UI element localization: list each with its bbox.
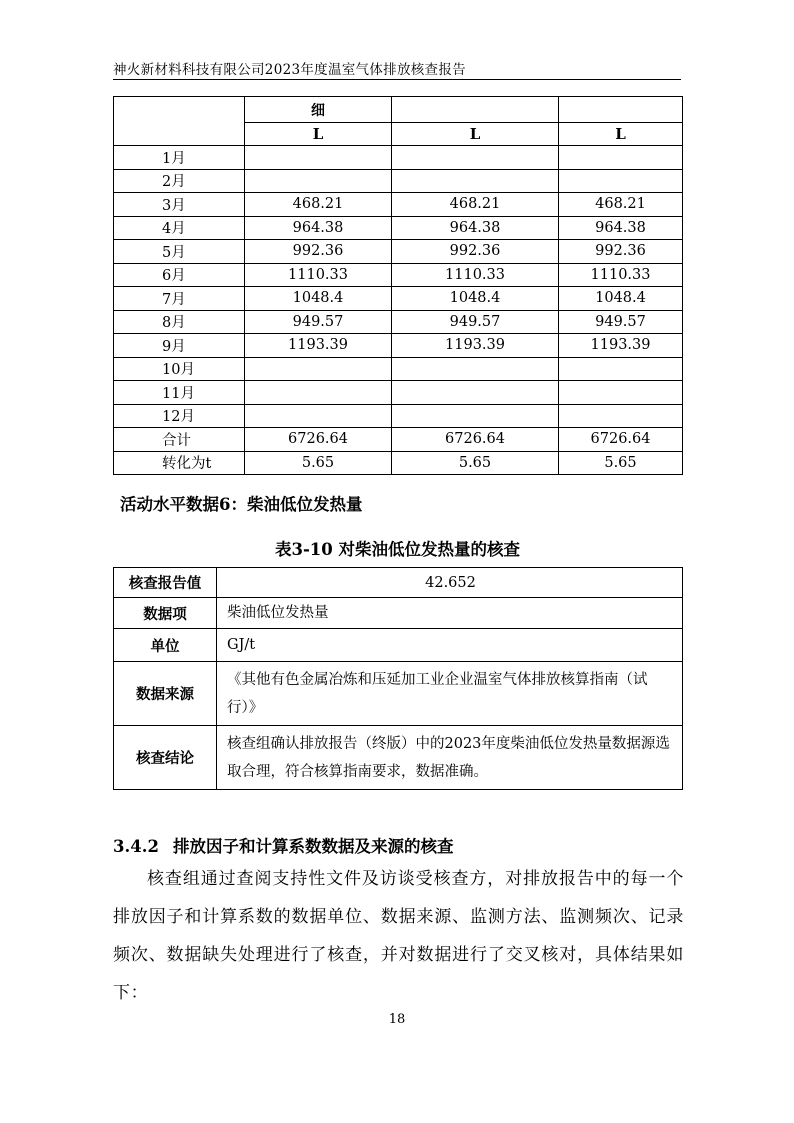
month-cell: 1月	[114, 146, 245, 170]
column-header-top: 细	[245, 97, 392, 123]
table-row	[114, 357, 683, 381]
value-cell: 1193.39	[245, 334, 392, 358]
table-row	[114, 169, 683, 193]
value-cell	[392, 357, 559, 381]
verification-value: 42.652	[217, 568, 683, 598]
section-number: 3.4.2	[113, 837, 159, 856]
value-cell: 5.65	[245, 451, 392, 475]
page-number: 18	[388, 1012, 406, 1027]
section-heading	[113, 833, 454, 857]
value-cell	[392, 404, 559, 428]
value-cell: 468.21	[245, 193, 392, 217]
value-cell	[392, 146, 559, 170]
month-cell: 7月	[114, 287, 245, 311]
verification-table	[113, 567, 683, 790]
value-cell: 1048.4	[245, 287, 392, 311]
column-header-unit: L	[559, 123, 683, 146]
verification-key: 单位	[114, 629, 217, 662]
column-header-unit: L	[245, 123, 392, 146]
table-row	[114, 428, 683, 452]
value-cell: 468.21	[559, 193, 683, 217]
value-cell: 1110.33	[392, 263, 559, 287]
value-cell: 5.65	[559, 451, 683, 475]
value-cell	[559, 146, 683, 170]
value-cell	[559, 169, 683, 193]
verification-value: 核查组确认排放报告（终版）中的2023年度柴油低位发热量数据源选取合理，符合核算指南要求，数据准确。	[217, 726, 683, 790]
month-cell: 5月	[114, 240, 245, 264]
verification-value: GJ/t	[217, 629, 683, 662]
table-row	[114, 146, 683, 170]
month-cell: 2月	[114, 169, 245, 193]
value-cell	[245, 169, 392, 193]
value-cell: 964.38	[559, 216, 683, 240]
value-cell	[245, 357, 392, 381]
value-cell	[245, 381, 392, 405]
value-cell: 1048.4	[559, 287, 683, 311]
value-cell: 964.38	[392, 216, 559, 240]
value-cell: 1110.33	[245, 263, 392, 287]
value-cell: 1193.39	[392, 334, 559, 358]
month-cell: 合计	[114, 428, 245, 452]
verification-value: 《其他有色金属冶炼和压延加工业企业温室气体排放核算指南（试行）》	[217, 662, 683, 726]
value-cell: 5.65	[392, 451, 559, 475]
table-row	[114, 216, 683, 240]
value-cell: 1193.39	[559, 334, 683, 358]
header-rule	[113, 79, 681, 80]
value-cell: 992.36	[245, 240, 392, 264]
table-row	[114, 240, 683, 264]
month-cell: 转化为t	[114, 451, 245, 475]
value-cell: 964.38	[245, 216, 392, 240]
value-cell	[559, 381, 683, 405]
month-cell: 3月	[114, 193, 245, 217]
table-row	[114, 334, 683, 358]
table-row	[114, 287, 683, 311]
section-title: 排放因子和计算系数数据及来源的核查	[173, 837, 454, 856]
table-row	[114, 381, 683, 405]
value-cell: 1110.33	[559, 263, 683, 287]
column-header-top	[559, 97, 683, 123]
value-cell	[245, 404, 392, 428]
table-row	[114, 193, 683, 217]
value-cell: 468.21	[392, 193, 559, 217]
table-row	[114, 404, 683, 428]
table-row	[114, 451, 683, 475]
month-cell: 11月	[114, 381, 245, 405]
column-header-unit: L	[392, 123, 559, 146]
value-cell	[559, 404, 683, 428]
body-paragraph: 核查组通过查阅支持性文件及访谈受核查方，对排放报告中的每一个排放因子和计算系数的数据单位、数据来源、监测方法、监测频次、记录频次、数据缺失处理进行了核查，并对数据进行了交叉核对，具体结果如下：	[113, 869, 684, 1003]
value-cell	[245, 146, 392, 170]
value-cell	[559, 357, 683, 381]
value-cell: 6726.64	[559, 428, 683, 452]
table-row	[114, 263, 683, 287]
value-cell: 6726.64	[392, 428, 559, 452]
month-cell: 9月	[114, 334, 245, 358]
value-cell	[392, 169, 559, 193]
month-cell: 6月	[114, 263, 245, 287]
verification-key: 核查报告值	[114, 568, 217, 598]
value-cell: 949.57	[392, 310, 559, 334]
month-cell: 8月	[114, 310, 245, 334]
value-cell: 949.57	[245, 310, 392, 334]
value-cell: 1048.4	[392, 287, 559, 311]
table-row	[114, 310, 683, 334]
table-caption: 表3-10 对柴油低位发热量的核查	[274, 540, 521, 559]
month-cell: 12月	[114, 404, 245, 428]
verification-key: 数据来源	[114, 662, 217, 726]
value-cell: 6726.64	[245, 428, 392, 452]
value-cell: 992.36	[392, 240, 559, 264]
activity-data-label: 活动水平数据6：柴油低位发热量	[120, 495, 363, 514]
month-cell: 10月	[114, 357, 245, 381]
monthly-consumption-table	[113, 96, 683, 475]
value-cell: 992.36	[559, 240, 683, 264]
verification-key: 核查结论	[114, 726, 217, 790]
verification-value: 柴油低位发热量	[217, 598, 683, 629]
value-cell: 949.57	[559, 310, 683, 334]
verification-key: 数据项	[114, 598, 217, 629]
column-header-top	[392, 97, 559, 123]
month-cell: 4月	[114, 216, 245, 240]
page-header: 神火新材料科技有限公司2023年度温室气体排放核查报告	[113, 62, 466, 78]
table-corner-cell	[114, 97, 245, 146]
value-cell	[392, 381, 559, 405]
